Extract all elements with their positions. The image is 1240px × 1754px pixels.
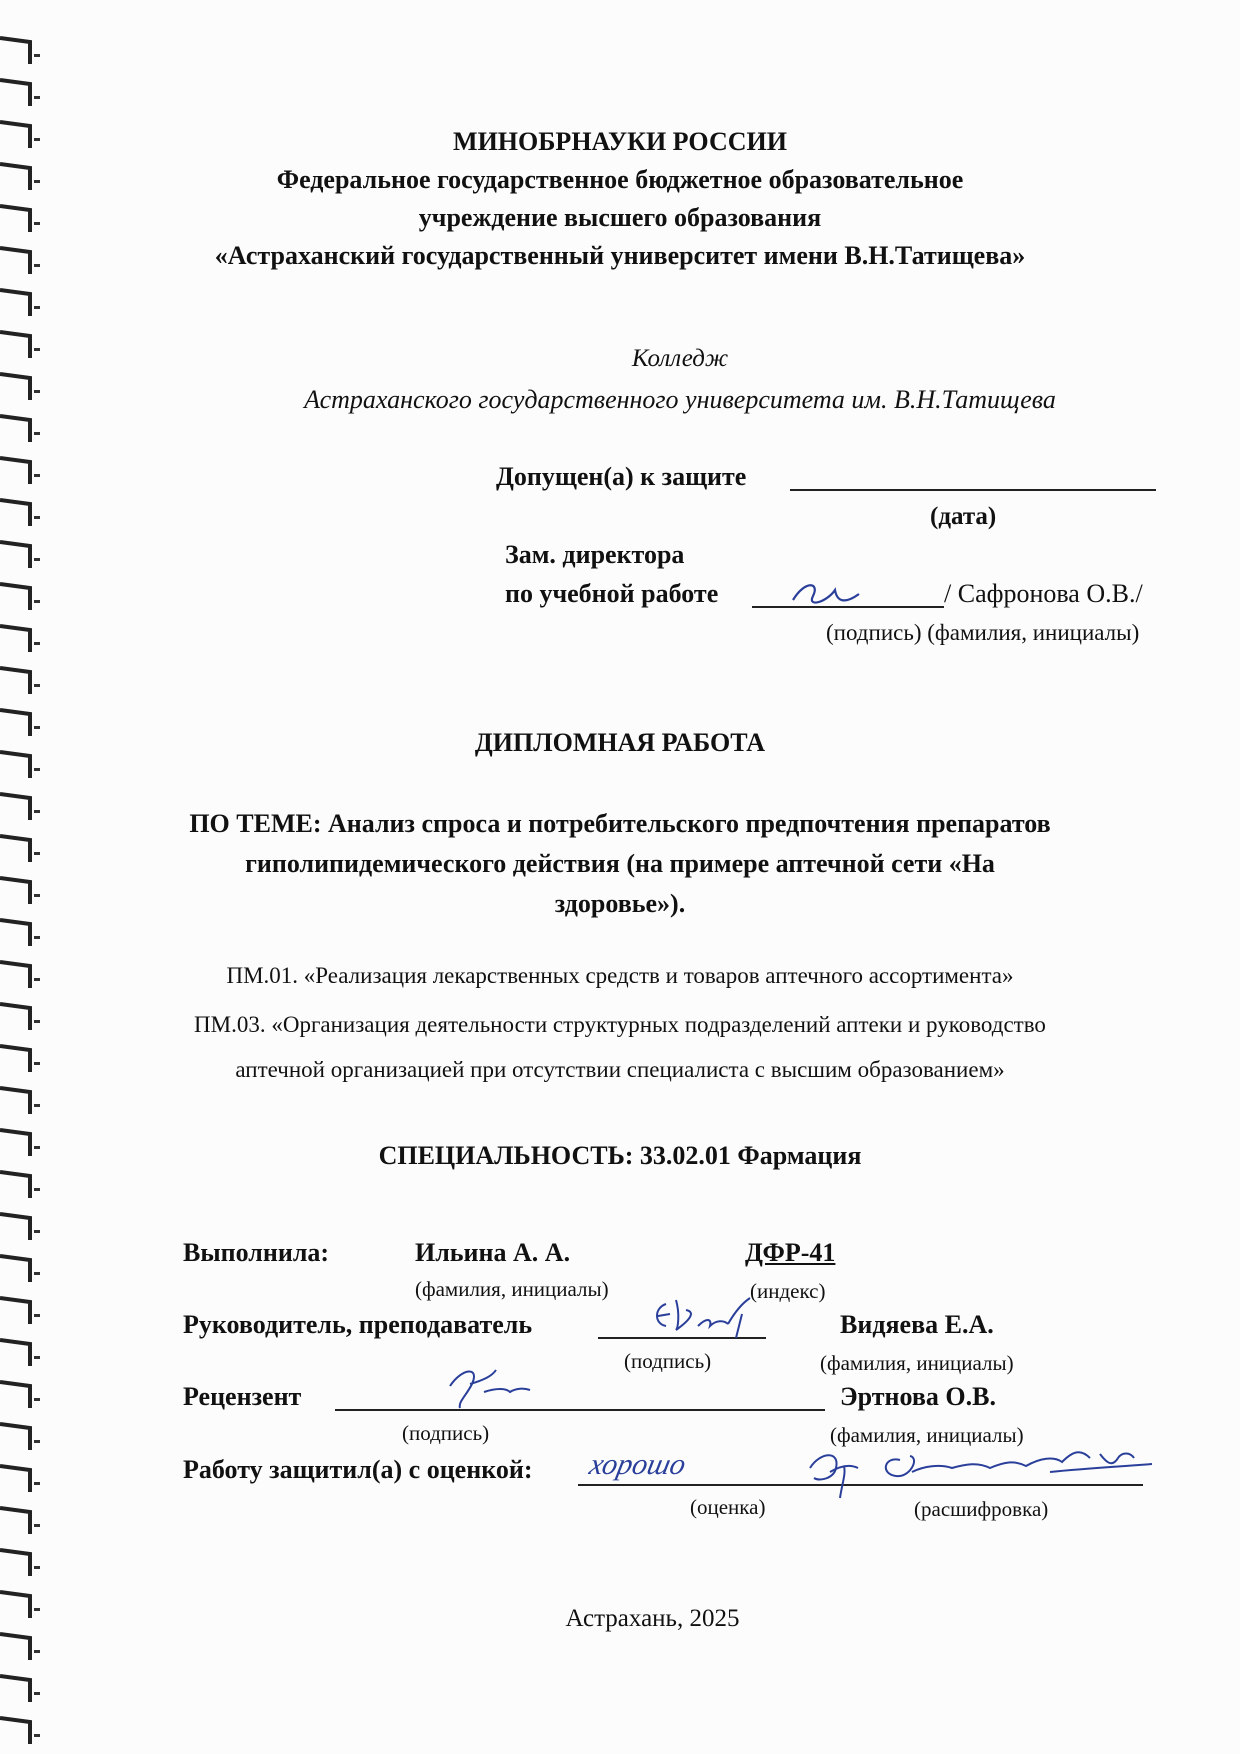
binding-dot [34,936,40,939]
performed-label: Выполнила: [183,1238,330,1267]
institution-line-2: учреждение высшего образования [418,203,822,232]
university-name: «Астраханский государственный университет имени В.Н.Татищева» [214,241,1026,270]
topic-line-2: гиполипидемического действия (на примере аптечной сети «На [245,849,995,878]
grade-handwritten: хорошо [586,1448,689,1481]
deputy-name: / Сафронова О.В./ [944,579,1143,608]
binding-mark [0,1466,30,1492]
binding-dot [34,1734,40,1737]
binding-mark [0,38,30,64]
binding-dot [34,1440,40,1443]
binding-dot [34,600,40,603]
binding-mark [0,1382,30,1408]
binding-mark [0,416,30,442]
binding-dot [34,1314,40,1317]
binding-mark [0,1718,30,1744]
reviewer-signature-caption: (подпись) [402,1421,490,1445]
date-caption: (дата) [930,503,997,530]
supervisor-name: Видяева Е.А. [840,1310,994,1339]
deputy-title-line-1: Зам. директора [505,540,685,569]
module-3-line-1: ПМ.03. «Организация деятельности структурных подразделений аптеки и руководство [194,1012,1046,1037]
topic-line-1: ПО ТЕМЕ: Анализ спроса и потребительского предпочтения препаратов [189,809,1051,838]
binding-mark [0,1676,30,1702]
reviewer-signature-line [335,1409,825,1411]
binding-dot [34,96,40,99]
binding-dot [34,558,40,561]
binding-dot [34,768,40,771]
supervisor-signature [646,1290,766,1340]
binding-mark [0,1256,30,1282]
binding-dot [34,306,40,309]
binding-dot [34,474,40,477]
binding-dot [34,1188,40,1191]
ministry-title: МИНОБРНАУКИ РОССИИ [453,127,787,156]
binding-mark [0,1214,30,1240]
supervisor-signature-caption: (подпись) [624,1349,712,1373]
binding-dot [34,1356,40,1359]
deputy-title-line-2: по учебной работе [505,579,719,608]
binding-dot [34,54,40,57]
binding-dot [34,432,40,435]
binding-dot [34,516,40,519]
binding-mark [0,584,30,610]
binding-mark [0,1172,30,1198]
deputy-caption: (подпись) (фамилия, инициалы) [826,620,1140,645]
binding-dot [34,1272,40,1275]
binding-dot [34,1566,40,1569]
binding-mark [0,458,30,484]
binding-dot [34,684,40,687]
binding-mark [0,1634,30,1660]
reviewer-name-caption: (фамилия, инициалы) [830,1423,1024,1447]
deputy-signature [785,572,865,614]
transcript-caption: (расшифровка) [914,1497,1049,1521]
index-caption: (индекс) [750,1279,826,1303]
reviewer-name: Эртнова О.В. [840,1382,996,1411]
binding-mark [0,290,30,316]
binding-dot [34,1482,40,1485]
binding-mark [0,1298,30,1324]
binding-dot [34,1230,40,1233]
binding-mark [0,1424,30,1450]
supervisor-name-caption: (фамилия, инициалы) [820,1351,1014,1375]
reviewer-label: Рецензент [183,1382,302,1411]
binding-mark [0,332,30,358]
binding-mark [0,626,30,652]
binding-mark [0,542,30,568]
college-name: Астраханского государственного университета им. В.Н.Татищева [304,385,1056,414]
binding-mark [0,1088,30,1114]
binding-dot [34,348,40,351]
binding-dot [34,1692,40,1695]
binding-dot [34,642,40,645]
grade-caption: (оценка) [690,1495,766,1519]
binding-mark [0,668,30,694]
binding-dot [34,1650,40,1653]
city-year: Астрахань, 2025 [565,1605,740,1632]
performed-name-caption: (фамилия, инициалы) [415,1277,609,1301]
work-type: ДИПЛОМНАЯ РАБОТА [474,728,766,757]
binding-mark [0,1550,30,1576]
supervisor-label: Руководитель, преподаватель [183,1310,533,1339]
binding-mark [0,500,30,526]
binding-mark [0,1508,30,1534]
binding-mark [0,374,30,400]
binding-dot [34,1524,40,1527]
performed-name: Ильина А. А. [415,1238,571,1267]
module-1: ПМ.01. «Реализация лекарственных средств и товаров аптечного ассортимента» [226,963,1014,988]
reviewer-signature [440,1358,535,1412]
module-3-line-2: аптечной организацией при отсутствии специалиста с высшим образованием» [235,1057,1005,1082]
topic-line-3: здоровье»). [554,889,686,918]
binding-dot [34,1104,40,1107]
college-title: Колледж [631,345,729,372]
institution-line-1: Федеральное государственное бюджетное образовательное [276,165,964,194]
binding-mark [0,920,30,946]
binding-mark [0,80,30,106]
admission-date-line [790,489,1156,491]
binding-mark [0,1340,30,1366]
binding-dot [34,1398,40,1401]
defended-label: Работу защитил(а) с оценкой: [183,1455,533,1484]
specialty: СПЕЦИАЛЬНОСТЬ: 33.02.01 Фармация [378,1141,862,1170]
group-index: ДФР-41 [745,1238,836,1267]
admission-label: Допущен(а) к защите [496,462,747,491]
binding-dot [34,390,40,393]
